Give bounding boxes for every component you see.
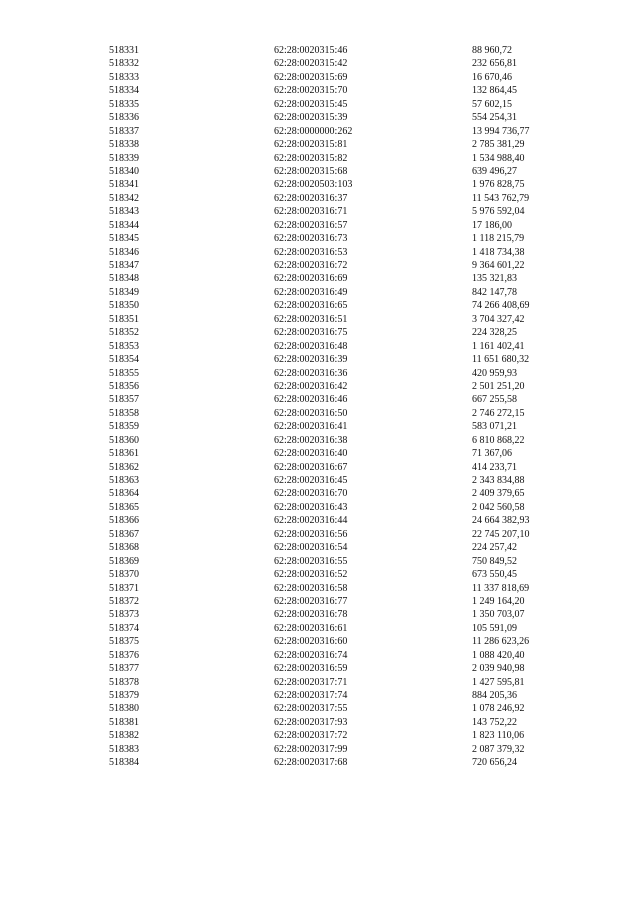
row-id-cell: 518384 xyxy=(109,757,139,769)
row-id-cell: 518356 xyxy=(109,380,139,392)
row-id-cell: 518376 xyxy=(109,649,139,661)
cadastral-code-cell: 62:28:0020316:56 xyxy=(274,528,348,540)
table-row xyxy=(109,71,582,84)
cadastral-code-cell: 62:28:0020316:40 xyxy=(274,448,348,460)
table-row xyxy=(109,622,582,635)
cadastral-code-cell: 62:28:0020316:67 xyxy=(274,461,348,473)
row-id-cell: 518367 xyxy=(109,528,139,540)
row-id-cell: 518339 xyxy=(109,152,139,164)
table-row xyxy=(109,393,582,406)
value-cell: 3 704 327,42 xyxy=(472,313,525,325)
cadastral-code-cell: 62:28:0020317:93 xyxy=(274,716,348,728)
table-row xyxy=(109,98,582,111)
table-row xyxy=(109,501,582,514)
table-row xyxy=(109,649,582,662)
cadastral-code-cell: 62:28:0020315:69 xyxy=(274,71,348,83)
value-cell: 16 670,46 xyxy=(472,71,512,83)
value-cell: 1 118 215,79 xyxy=(472,233,525,245)
value-cell: 9 364 601,22 xyxy=(472,260,525,271)
cadastral-code-cell: 62:28:0020316:59 xyxy=(274,663,348,675)
row-id-cell: 518350 xyxy=(109,300,139,312)
row-id-cell: 518364 xyxy=(109,488,139,500)
row-id-cell: 518379 xyxy=(109,690,139,701)
value-cell: 1 088 420,40 xyxy=(472,649,525,661)
value-cell: 1 161 402,41 xyxy=(472,340,525,352)
value-cell: 71 367,06 xyxy=(472,448,512,460)
row-id-cell: 518371 xyxy=(109,582,139,594)
value-cell: 554 254,31 xyxy=(472,112,517,124)
table-row xyxy=(109,420,582,433)
table-row xyxy=(109,57,582,70)
row-id-cell: 518359 xyxy=(109,421,139,433)
table-row xyxy=(109,729,582,742)
cadastral-code-cell: 62:28:0020316:50 xyxy=(274,407,348,419)
value-cell: 420 959,93 xyxy=(472,367,517,379)
row-id-cell: 518348 xyxy=(109,273,139,285)
cadastral-code-cell: 62:28:0020315:70 xyxy=(274,85,348,97)
table-row xyxy=(109,474,582,487)
cadastral-code-cell: 62:28:0020317:99 xyxy=(274,743,348,755)
table-row xyxy=(109,326,582,339)
value-cell: 842 147,78 xyxy=(472,286,517,298)
row-id-cell: 518331 xyxy=(109,45,139,56)
table-row xyxy=(109,84,582,97)
value-cell: 720 656,24 xyxy=(472,757,517,769)
row-id-cell: 518338 xyxy=(109,139,139,151)
table-row xyxy=(109,716,582,729)
row-id-cell: 518372 xyxy=(109,595,139,607)
value-cell: 5 976 592,04 xyxy=(472,206,525,218)
table-row xyxy=(109,178,582,191)
cadastral-code-cell: 62:28:0020316:45 xyxy=(274,475,348,486)
value-cell: 135 321,83 xyxy=(472,273,517,285)
value-cell: 2 746 272,15 xyxy=(472,407,525,419)
value-cell: 2 343 834,88 xyxy=(472,475,525,486)
row-id-cell: 518335 xyxy=(109,98,139,110)
row-id-cell: 518362 xyxy=(109,461,139,473)
row-id-cell: 518380 xyxy=(109,703,139,715)
row-id-cell: 518347 xyxy=(109,260,139,271)
cadastral-code-cell: 62:28:0020315:68 xyxy=(274,165,348,177)
value-cell: 1 427 595,81 xyxy=(472,676,525,688)
table-row xyxy=(109,689,582,702)
cadastral-code-cell: 62:28:0020316:42 xyxy=(274,380,348,392)
cadastral-code-cell: 62:28:0020316:38 xyxy=(274,434,348,446)
row-id-cell: 518374 xyxy=(109,622,139,634)
value-cell: 750 849,52 xyxy=(472,555,517,567)
cadastral-code-cell: 62:28:0020316:75 xyxy=(274,327,348,339)
cadastral-code-cell: 62:28:0020315:82 xyxy=(274,152,348,164)
value-cell: 11 543 762,79 xyxy=(472,192,530,204)
value-cell: 1 350 703,07 xyxy=(472,609,525,621)
row-id-cell: 518366 xyxy=(109,515,139,527)
cadastral-code-cell: 62:28:0020316:36 xyxy=(274,367,348,379)
row-id-cell: 518354 xyxy=(109,354,139,366)
table-row xyxy=(109,138,582,151)
row-id-cell: 518353 xyxy=(109,340,139,352)
value-cell: 105 591,09 xyxy=(472,622,517,634)
table-row xyxy=(109,125,582,138)
cadastral-code-cell: 62:28:0020316:69 xyxy=(274,273,348,285)
value-cell: 57 602,15 xyxy=(472,98,512,110)
row-id-cell: 518360 xyxy=(109,434,139,446)
row-id-cell: 518370 xyxy=(109,569,139,581)
row-id-cell: 518361 xyxy=(109,448,139,460)
cadastral-code-cell: 62:28:0020316:44 xyxy=(274,515,348,527)
row-id-cell: 518365 xyxy=(109,501,139,513)
cadastral-code-cell: 62:28:0020316:52 xyxy=(274,569,348,581)
value-cell: 17 186,00 xyxy=(472,219,512,231)
value-cell: 11 651 680,32 xyxy=(472,354,530,366)
table-row xyxy=(109,44,582,57)
table-row xyxy=(109,568,582,581)
cadastral-code-cell: 62:28:0020316:61 xyxy=(274,622,348,634)
value-cell: 143 752,22 xyxy=(472,716,517,728)
table-row xyxy=(109,299,582,312)
row-id-cell: 518340 xyxy=(109,165,139,177)
cadastral-code-cell: 62:28:0020316:43 xyxy=(274,501,348,513)
row-id-cell: 518345 xyxy=(109,233,139,245)
cadastral-code-cell: 62:28:0020316:54 xyxy=(274,542,348,554)
cadastral-code-cell: 62:28:0020316:48 xyxy=(274,340,348,352)
table-row xyxy=(109,541,582,554)
table-row xyxy=(109,487,582,500)
row-id-cell: 518336 xyxy=(109,112,139,124)
table-row xyxy=(109,434,582,447)
value-cell: 2 785 381,29 xyxy=(472,139,525,151)
table-row xyxy=(109,528,582,541)
cadastral-code-cell: 62:28:0020316:60 xyxy=(274,636,348,648)
cadastral-code-cell: 62:28:0020503:103 xyxy=(274,179,353,191)
table-row xyxy=(109,582,582,595)
table-row xyxy=(109,272,582,285)
row-id-cell: 518334 xyxy=(109,85,139,97)
table-row xyxy=(109,205,582,218)
row-id-cell: 518341 xyxy=(109,179,139,191)
cadastral-code-cell: 62:28:0020315:42 xyxy=(274,58,348,70)
cadastral-code-cell: 62:28:0020316:74 xyxy=(274,649,348,661)
table-row xyxy=(109,676,582,689)
value-cell: 1 249 164,20 xyxy=(472,595,525,607)
cadastral-code-cell: 62:28:0020316:41 xyxy=(274,421,348,433)
table-row xyxy=(109,111,582,124)
table-row xyxy=(109,192,582,205)
row-id-cell: 518355 xyxy=(109,367,139,379)
table-row xyxy=(109,702,582,715)
value-cell: 2 042 560,58 xyxy=(472,501,525,513)
table-row xyxy=(109,743,582,756)
row-id-cell: 518358 xyxy=(109,407,139,419)
value-cell: 232 656,81 xyxy=(472,58,517,70)
value-cell: 24 664 382,93 xyxy=(472,515,530,527)
table-row xyxy=(109,286,582,299)
table-row xyxy=(109,353,582,366)
row-id-cell: 518363 xyxy=(109,475,139,486)
table-row xyxy=(109,555,582,568)
cadastral-code-cell: 62:28:0020316:73 xyxy=(274,233,348,245)
cadastral-code-cell: 62:28:0020316:46 xyxy=(274,394,348,406)
cadastral-code-cell: 62:28:0020317:68 xyxy=(274,757,348,769)
cadastral-code-cell: 62:28:0020316:65 xyxy=(274,300,348,312)
row-id-cell: 518352 xyxy=(109,327,139,339)
table-row xyxy=(109,595,582,608)
table-row xyxy=(109,514,582,527)
cadastral-code-cell: 62:28:0020316:49 xyxy=(274,286,348,298)
value-cell: 11 286 623,26 xyxy=(472,636,530,648)
table-row xyxy=(109,380,582,393)
row-id-cell: 518344 xyxy=(109,219,139,231)
value-cell: 2 039 940,98 xyxy=(472,663,525,675)
row-id-cell: 518332 xyxy=(109,58,139,70)
value-cell: 132 864,45 xyxy=(472,85,517,97)
row-id-cell: 518343 xyxy=(109,206,139,218)
value-cell: 673 550,45 xyxy=(472,569,517,581)
value-cell: 1 823 110,06 xyxy=(472,730,525,742)
value-cell: 6 810 868,22 xyxy=(472,434,525,446)
value-cell: 11 337 818,69 xyxy=(472,582,530,594)
value-cell: 2 501 251,20 xyxy=(472,380,525,392)
cadastral-code-cell: 62:28:0020315:46 xyxy=(274,45,348,56)
table-row xyxy=(109,662,582,675)
value-cell: 639 496,27 xyxy=(472,165,517,177)
cadastral-code-cell: 62:28:0020315:39 xyxy=(274,112,348,124)
cadastral-code-cell: 62:28:0020316:51 xyxy=(274,313,348,325)
cadastral-code-cell: 62:28:0020316:57 xyxy=(274,219,348,231)
value-cell: 13 994 736,77 xyxy=(472,125,530,137)
value-cell: 1 418 734,38 xyxy=(472,246,525,258)
cadastral-code-cell: 62:28:0000000:262 xyxy=(274,125,353,137)
table-row xyxy=(109,313,582,326)
table-row xyxy=(109,367,582,380)
row-id-cell: 518337 xyxy=(109,125,139,137)
cadastral-code-cell: 62:28:0020316:70 xyxy=(274,488,348,500)
table-row xyxy=(109,340,582,353)
value-cell: 2 409 379,65 xyxy=(472,488,525,500)
table-row xyxy=(109,246,582,259)
value-cell: 1 534 988,40 xyxy=(472,152,525,164)
cadastral-code-cell: 62:28:0020316:77 xyxy=(274,595,348,607)
table-row xyxy=(109,259,582,272)
value-cell: 224 328,25 xyxy=(472,327,517,339)
value-cell: 667 255,58 xyxy=(472,394,517,406)
row-id-cell: 518373 xyxy=(109,609,139,621)
cadastral-code-cell: 62:28:0020316:58 xyxy=(274,582,348,594)
value-cell: 414 233,71 xyxy=(472,461,517,473)
row-id-cell: 518346 xyxy=(109,246,139,258)
cadastral-code-cell: 62:28:0020316:37 xyxy=(274,192,348,204)
value-cell: 1 078 246,92 xyxy=(472,703,525,715)
table-row xyxy=(109,461,582,474)
cadastral-code-cell: 62:28:0020317:71 xyxy=(274,676,348,688)
data-table xyxy=(109,44,582,770)
table-row xyxy=(109,635,582,648)
row-id-cell: 518342 xyxy=(109,192,139,204)
value-cell: 224 257,42 xyxy=(472,542,517,554)
row-id-cell: 518369 xyxy=(109,555,139,567)
value-cell: 583 071,21 xyxy=(472,421,517,433)
value-cell: 74 266 408,69 xyxy=(472,300,530,312)
row-id-cell: 518349 xyxy=(109,286,139,298)
cadastral-code-cell: 62:28:0020315:81 xyxy=(274,139,348,151)
row-id-cell: 518381 xyxy=(109,716,139,728)
table-row xyxy=(109,165,582,178)
cadastral-code-cell: 62:28:0020317:74 xyxy=(274,690,348,701)
cadastral-code-cell: 62:28:0020316:71 xyxy=(274,206,348,218)
row-id-cell: 518368 xyxy=(109,542,139,554)
table-row xyxy=(109,756,582,769)
value-cell: 22 745 207,10 xyxy=(472,528,530,540)
cadastral-code-cell: 62:28:0020316:72 xyxy=(274,260,348,271)
value-cell: 2 087 379,32 xyxy=(472,743,525,755)
cadastral-code-cell: 62:28:0020316:39 xyxy=(274,354,348,366)
cadastral-code-cell: 62:28:0020316:53 xyxy=(274,246,348,258)
table-row xyxy=(109,608,582,621)
value-cell: 88 960,72 xyxy=(472,45,512,56)
cadastral-code-cell: 62:28:0020316:78 xyxy=(274,609,348,621)
row-id-cell: 518357 xyxy=(109,394,139,406)
row-id-cell: 518377 xyxy=(109,663,139,675)
table-row xyxy=(109,407,582,420)
row-id-cell: 518378 xyxy=(109,676,139,688)
table-row xyxy=(109,447,582,460)
row-id-cell: 518333 xyxy=(109,71,139,83)
value-cell: 884 205,36 xyxy=(472,690,517,701)
row-id-cell: 518383 xyxy=(109,743,139,755)
table-row xyxy=(109,152,582,165)
cadastral-code-cell: 62:28:0020317:55 xyxy=(274,703,348,715)
cadastral-code-cell: 62:28:0020315:45 xyxy=(274,98,348,110)
row-id-cell: 518382 xyxy=(109,730,139,742)
table-row xyxy=(109,219,582,232)
cadastral-code-cell: 62:28:0020316:55 xyxy=(274,555,348,567)
cadastral-code-cell: 62:28:0020317:72 xyxy=(274,730,348,742)
value-cell: 1 976 828,75 xyxy=(472,179,525,191)
row-id-cell: 518351 xyxy=(109,313,139,325)
table-row xyxy=(109,232,582,245)
row-id-cell: 518375 xyxy=(109,636,139,648)
data-table-body xyxy=(109,44,582,770)
